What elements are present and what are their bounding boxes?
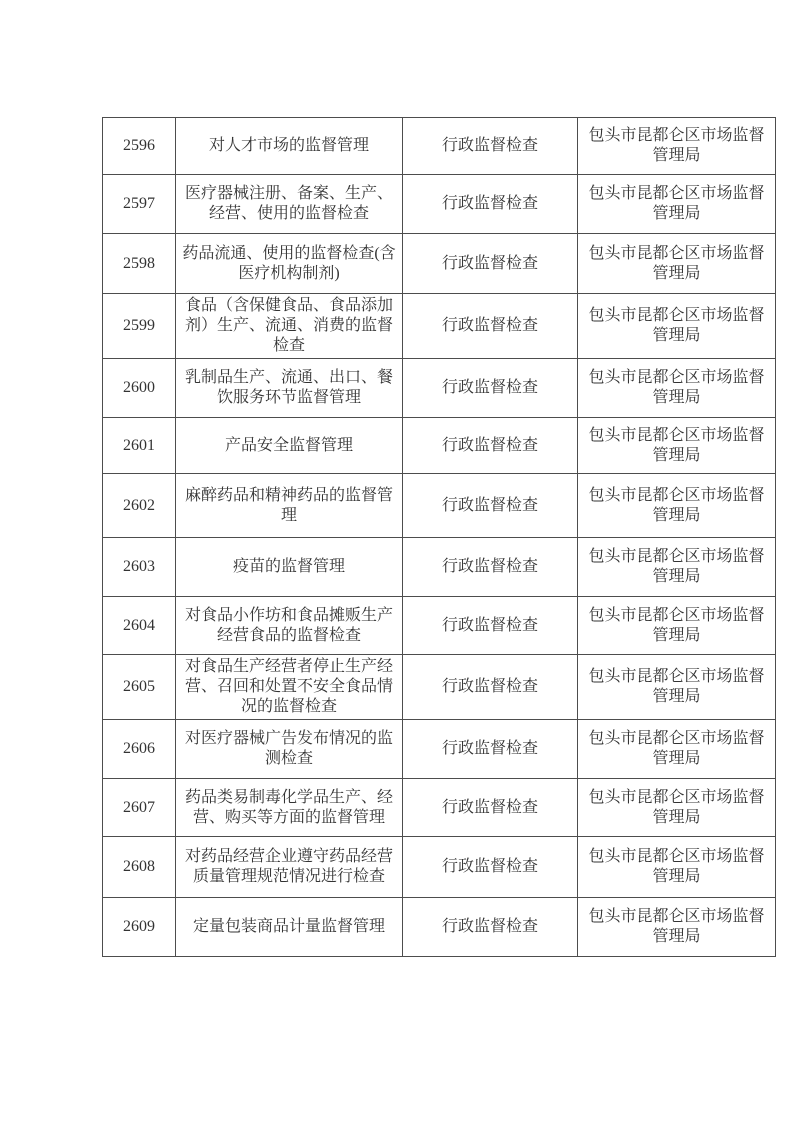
agency-cell: 包头市昆都仑区市场监督管理局 bbox=[578, 837, 776, 898]
row-number-cell: 2604 bbox=[103, 597, 176, 655]
table-row bbox=[103, 655, 776, 720]
check-type-cell: 行政监督检查 bbox=[403, 294, 578, 359]
row-number-cell: 2606 bbox=[103, 720, 176, 779]
check-type-cell: 行政监督检查 bbox=[403, 474, 578, 538]
item-name-cell: 对人才市场的监督管理 bbox=[176, 118, 403, 175]
table-row bbox=[103, 720, 776, 779]
item-name-cell: 对食品生产经营者停止生产经营、召回和处置不安全食品情况的监督检查 bbox=[176, 655, 403, 720]
agency-cell: 包头市昆都仑区市场监督管理局 bbox=[578, 118, 776, 175]
item-name-cell: 定量包装商品计量监督管理 bbox=[176, 898, 403, 957]
item-name-cell: 对食品小作坊和食品摊贩生产经营食品的监督检查 bbox=[176, 597, 403, 655]
check-type-cell: 行政监督检查 bbox=[403, 538, 578, 597]
item-name-cell: 药品类易制毒化学品生产、经营、购买等方面的监督管理 bbox=[176, 779, 403, 837]
check-type-cell: 行政监督检查 bbox=[403, 359, 578, 418]
item-name-cell: 食品（含保健食品、食品添加剂）生产、流通、消费的监督检查 bbox=[176, 294, 403, 359]
row-number-cell: 2598 bbox=[103, 234, 176, 294]
table-row bbox=[103, 418, 776, 474]
agency-cell: 包头市昆都仑区市场监督管理局 bbox=[578, 294, 776, 359]
table-row bbox=[103, 597, 776, 655]
table-row bbox=[103, 837, 776, 898]
agency-cell: 包头市昆都仑区市场监督管理局 bbox=[578, 779, 776, 837]
item-name-cell: 产品安全监督管理 bbox=[176, 418, 403, 474]
table-row bbox=[103, 538, 776, 597]
agency-cell: 包头市昆都仑区市场监督管理局 bbox=[578, 720, 776, 779]
agency-cell: 包头市昆都仑区市场监督管理局 bbox=[578, 655, 776, 720]
row-number-cell: 2605 bbox=[103, 655, 176, 720]
row-number-cell: 2607 bbox=[103, 779, 176, 837]
check-type-cell: 行政监督检查 bbox=[403, 779, 578, 837]
check-type-cell: 行政监督检查 bbox=[403, 720, 578, 779]
check-type-cell: 行政监督检查 bbox=[403, 837, 578, 898]
agency-cell: 包头市昆都仑区市场监督管理局 bbox=[578, 359, 776, 418]
row-number-cell: 2601 bbox=[103, 418, 176, 474]
row-number-cell: 2603 bbox=[103, 538, 176, 597]
check-type-cell: 行政监督检查 bbox=[403, 118, 578, 175]
agency-cell: 包头市昆都仑区市场监督管理局 bbox=[578, 538, 776, 597]
check-type-cell: 行政监督检查 bbox=[403, 418, 578, 474]
item-name-cell: 乳制品生产、流通、出口、餐饮服务环节监督管理 bbox=[176, 359, 403, 418]
row-number-cell: 2608 bbox=[103, 837, 176, 898]
table-row bbox=[103, 898, 776, 957]
row-number-cell: 2602 bbox=[103, 474, 176, 538]
table-row bbox=[103, 359, 776, 418]
table-row bbox=[103, 294, 776, 359]
item-name-cell: 对药品经营企业遵守药品经营质量管理规范情况进行检查 bbox=[176, 837, 403, 898]
row-number-cell: 2600 bbox=[103, 359, 176, 418]
inspection-items-table bbox=[102, 117, 776, 957]
item-name-cell: 对医疗器械广告发布情况的监测检查 bbox=[176, 720, 403, 779]
check-type-cell: 行政监督检查 bbox=[403, 597, 578, 655]
row-number-cell: 2599 bbox=[103, 294, 176, 359]
check-type-cell: 行政监督检查 bbox=[403, 234, 578, 294]
agency-cell: 包头市昆都仑区市场监督管理局 bbox=[578, 418, 776, 474]
check-type-cell: 行政监督检查 bbox=[403, 655, 578, 720]
table-row bbox=[103, 118, 776, 175]
item-name-cell: 药品流通、使用的监督检查(含医疗机构制剂) bbox=[176, 234, 403, 294]
check-type-cell: 行政监督检查 bbox=[403, 175, 578, 234]
table-row bbox=[103, 234, 776, 294]
agency-cell: 包头市昆都仑区市场监督管理局 bbox=[578, 474, 776, 538]
item-name-cell: 疫苗的监督管理 bbox=[176, 538, 403, 597]
item-name-cell: 医疗器械注册、备案、生产、经营、使用的监督检查 bbox=[176, 175, 403, 234]
table-row bbox=[103, 779, 776, 837]
table-row bbox=[103, 474, 776, 538]
row-number-cell: 2596 bbox=[103, 118, 176, 175]
table-row bbox=[103, 175, 776, 234]
agency-cell: 包头市昆都仑区市场监督管理局 bbox=[578, 175, 776, 234]
agency-cell: 包头市昆都仑区市场监督管理局 bbox=[578, 898, 776, 957]
check-type-cell: 行政监督检查 bbox=[403, 898, 578, 957]
row-number-cell: 2609 bbox=[103, 898, 176, 957]
agency-cell: 包头市昆都仑区市场监督管理局 bbox=[578, 234, 776, 294]
row-number-cell: 2597 bbox=[103, 175, 176, 234]
item-name-cell: 麻醉药品和精神药品的监督管理 bbox=[176, 474, 403, 538]
agency-cell: 包头市昆都仑区市场监督管理局 bbox=[578, 597, 776, 655]
